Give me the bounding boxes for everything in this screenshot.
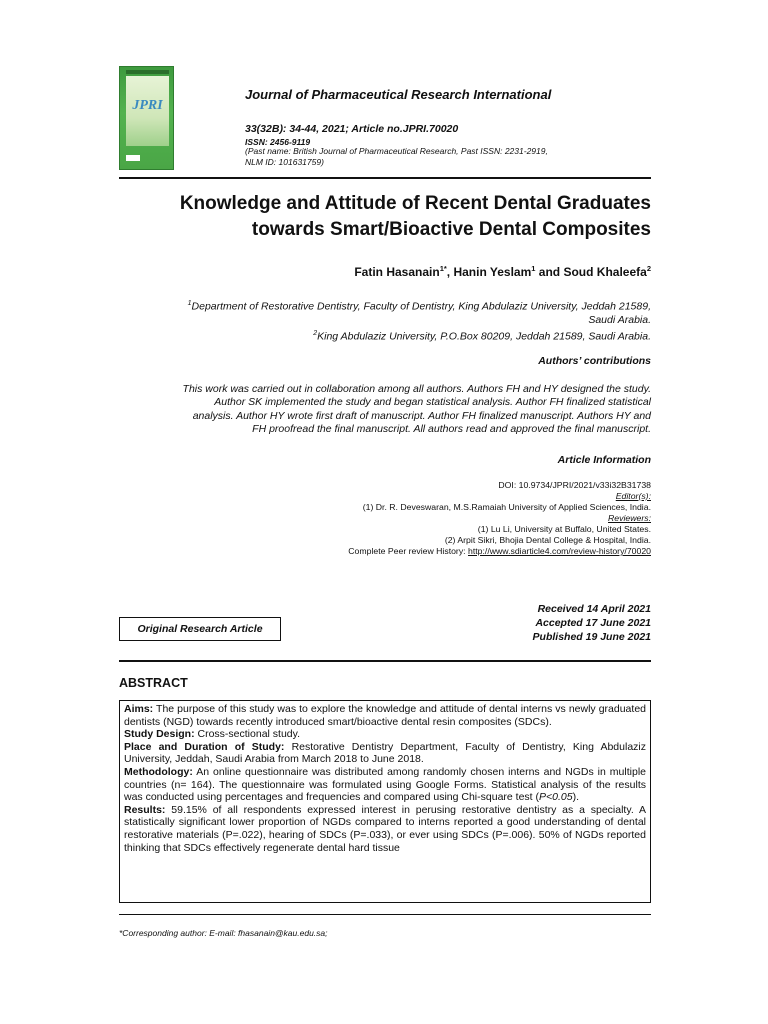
contributions-line-2: Author SK implemented the study and began statistical analysis. Author FH finalized statistical xyxy=(214,396,651,409)
contributions-heading: Authors’ contributions xyxy=(538,355,651,367)
abstract-place xyxy=(124,741,646,766)
cover-inner-panel xyxy=(126,76,169,146)
author-1: Fatin Hasanain xyxy=(354,265,440,279)
contributions-text xyxy=(110,383,651,436)
results-text: 59.15% of all respondents expressed interest in perusing restorative dentistry as a specialty. A statistically significant lower proportion of NGDs compared to interns reported a good understanding of dental restorative materials (P=.022), hearing of SDCs (P=.033), or ever using SDCs (P=.006). 50% of NGDs reported thinking that SDCs effectively regenerate dental hard tissue xyxy=(124,803,646,854)
results-label: Results: xyxy=(124,803,166,816)
affiliation-2-sup: 2 xyxy=(313,329,318,337)
author-3-affil: 2 xyxy=(646,264,651,273)
past-name-line-2: NLM ID: 101631759) xyxy=(245,157,324,167)
affiliation-2 xyxy=(110,327,651,344)
reviewer-1: (1) Lu Li, University at Buffalo, United States. xyxy=(477,524,651,534)
affiliation-1-text: Department of Restorative Dentistry, Faculty of Dentistry, King Abdulaziz University, Jeddah 21589, xyxy=(191,300,651,313)
reviewers-label: Reviewers: xyxy=(608,513,651,523)
past-name-line-1: (Past name: British Journal of Pharmaceutical Research, Past ISSN: 2231-2919, xyxy=(245,146,548,156)
peer-review-link[interactable]: http://www.sdiarticle4.com/review-history/70020 xyxy=(468,546,651,556)
method-label: Methodology: xyxy=(124,765,193,778)
volume-line: 33(32B): 34-44, 2021; Article no.JPRI.70020 xyxy=(245,123,459,135)
published-date: Published 19 June 2021 xyxy=(532,631,651,643)
issn: ISSN: 2456-9119 xyxy=(245,137,311,147)
peer-review-line xyxy=(250,546,651,557)
method-p-value: P<0.05 xyxy=(539,791,573,804)
editors-label: Editor(s): xyxy=(615,491,651,501)
received-date: Received 14 April 2021 xyxy=(537,603,651,615)
journal-cover-thumbnail xyxy=(119,66,174,170)
contributions-line-4: FH proofread the final manuscript. All authors read and approved the final manuscript. xyxy=(252,422,651,435)
accepted-date: Accepted 17 June 2021 xyxy=(535,617,651,629)
affiliation-1-line-1 xyxy=(110,297,651,314)
abstract-results xyxy=(124,804,646,854)
abstract-heading: ABSTRACT xyxy=(119,676,188,690)
peer-review-label: Complete Peer review History: xyxy=(348,546,468,556)
footnote-divider xyxy=(119,914,651,915)
title-line-2: towards Smart/Bioactive Dental Composites xyxy=(251,219,651,240)
affiliation-2-text: King Abdulaziz University, P.O.Box 80209, Jeddah 21589, Saudi Arabia. xyxy=(317,330,651,342)
method-end: ). xyxy=(572,791,580,804)
aims-text: The purpose of this study was to explore the knowledge and attitude of dental interns vs newly graduated dentists (NGD) towards recently introduced smart/bioactive dental resin composites (SDCs). xyxy=(124,703,646,728)
title-line-1: Knowledge and Attitude of Recent Dental Graduates xyxy=(179,193,651,214)
method-text: An online questionnaire was distributed among randomly chosen interns and NGDs in multiple countries (n= 164). The questionnaire was formulated using Google Forms. Statistical analysis of the results was conducted using percentages and frequencies and compared using Chi-square test ( xyxy=(124,765,646,804)
past-name-note xyxy=(245,146,665,168)
doi: DOI: 10.9734/JPRI/2021/v33i32B31738 xyxy=(498,480,651,490)
publication-dates xyxy=(400,602,651,644)
author-sep-1: , xyxy=(446,265,454,279)
journal-title: Journal of Pharmaceutical Research International xyxy=(245,87,552,102)
author-list xyxy=(200,264,651,279)
abstract-design xyxy=(124,728,646,741)
article-title xyxy=(100,191,651,243)
author-1-affil: 1* xyxy=(439,264,447,273)
cover-barcode xyxy=(126,155,140,161)
affiliation-1-sup: 1 xyxy=(187,300,192,307)
article-info-heading: Article Information xyxy=(557,454,651,466)
contributions-line-3: analysis. Author HY wrote first draft of manuscript. Author FH finalized manuscript. Authors HY and xyxy=(192,409,651,422)
article-type-box: Original Research Article xyxy=(119,617,281,641)
affiliation-1-line-2: Saudi Arabia. xyxy=(588,313,651,326)
author-2-affil: 1 xyxy=(531,264,536,273)
place-label: Place and Duration of Study: xyxy=(124,740,285,753)
header-divider xyxy=(119,177,651,179)
editor-1: (1) Dr. R. Deveswaran, M.S.Ramaiah University of Applied Sciences, India. xyxy=(362,502,651,512)
article-info xyxy=(250,480,651,557)
cover-logo: JPRI xyxy=(132,98,163,113)
corresponding-author-footnote: *Corresponding author: E-mail: fhasanain@kau.edu.sa; xyxy=(119,928,328,938)
abstract-aims xyxy=(124,703,646,728)
design-label: Study Design: xyxy=(124,728,195,741)
abstract-box xyxy=(119,700,651,903)
design-text: Cross-sectional study. xyxy=(194,728,301,741)
dates-divider xyxy=(119,660,651,662)
place-text: Restorative Dentistry Department, Faculty of Dentistry, King Abdulaziz University, Jeddah, Saudi Arabia from March 2018 to June 2018. xyxy=(124,740,646,766)
abstract-methodology xyxy=(124,766,646,804)
author-3: Soud Khaleefa xyxy=(563,265,647,279)
reviewer-2: (2) Arpit Sikri, Bhojia Dental College & Hospital, India. xyxy=(444,535,651,545)
author-sep-2: and xyxy=(535,265,564,279)
affiliations xyxy=(110,297,651,343)
author-2: Hanin Yeslam xyxy=(453,265,532,279)
cover-top-band xyxy=(126,70,169,74)
aims-label: Aims: xyxy=(124,703,154,715)
contributions-line-1: This work was carried out in collaboration among all authors. Authors FH and HY designed the study. xyxy=(182,383,651,395)
